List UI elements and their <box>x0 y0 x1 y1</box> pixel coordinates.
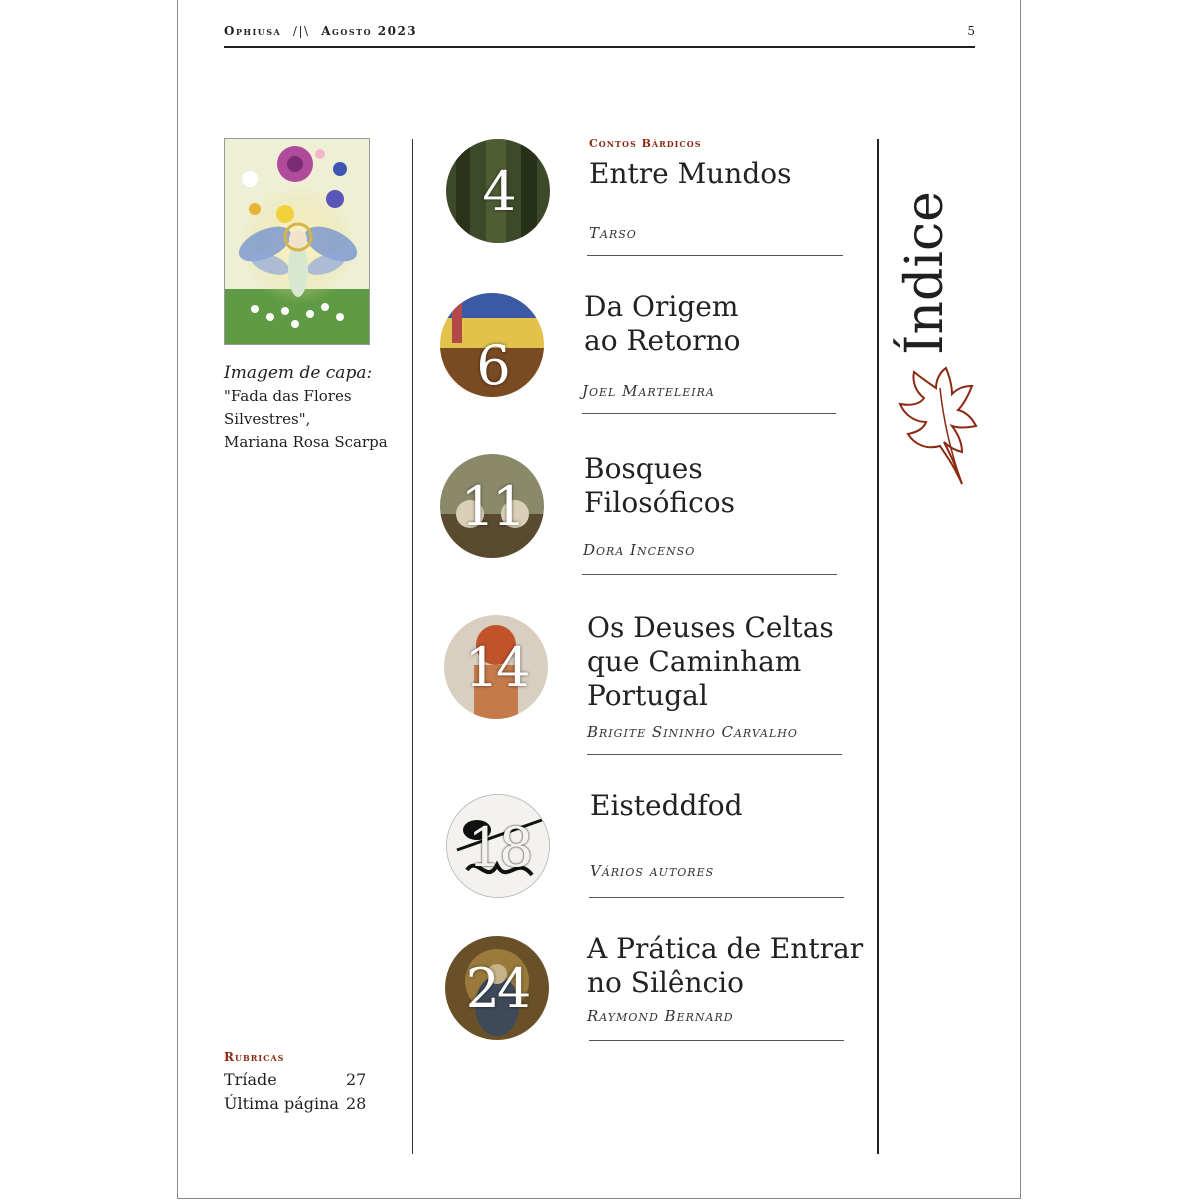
cover-image <box>224 138 370 345</box>
entry-page-number: 6 <box>476 333 508 397</box>
entry-thumbnail[interactable] <box>446 139 550 243</box>
entry-title-line: Filosóficos <box>584 486 736 519</box>
header-title <box>224 24 417 38</box>
entry-thumbnail[interactable] <box>446 794 550 898</box>
rubrica-label: Última página <box>224 1094 339 1113</box>
entry-title-line: Entre Mundos <box>589 157 792 190</box>
entry-author: Dora Incenso <box>583 541 696 559</box>
entry-title-line: que Caminham <box>587 645 802 678</box>
entry-title-line: Os Deuses Celtas <box>587 611 834 644</box>
cover-caption-line3: Mariana Rosa Scarpa <box>224 433 388 451</box>
entry-title[interactable] <box>584 290 741 358</box>
column-divider-left <box>412 139 413 1154</box>
rubrica-page: 27 <box>346 1070 367 1089</box>
rubricas-heading: Rubricas <box>224 1050 285 1064</box>
entry-author: Raymond Bernard <box>587 1007 734 1025</box>
entry-divider <box>589 897 844 898</box>
entry-divider <box>587 754 842 755</box>
entry-author: Brigite Sininho Carvalho <box>587 723 798 741</box>
entry-author: Joel Marteleira <box>582 382 715 400</box>
entry-author: Tarso <box>589 224 637 242</box>
entry-thumbnail[interactable] <box>440 293 544 397</box>
magazine-name: Ophiusa <box>224 24 282 38</box>
entry-divider <box>589 1040 844 1041</box>
entry-title[interactable] <box>587 611 834 713</box>
entry-author: Vários autores <box>590 862 715 880</box>
column-divider-right <box>877 139 879 1154</box>
cover-caption-line1: "Fada das Flores <box>224 387 352 405</box>
entry-divider <box>587 255 843 256</box>
entry-page-number: 18 <box>467 815 531 879</box>
entry-page-number: 24 <box>465 956 529 1020</box>
section-kicker: Contos Bárdicos <box>589 137 702 150</box>
rubrica-item[interactable] <box>224 1094 367 1113</box>
entry-thumbnail[interactable] <box>440 454 544 558</box>
oak-leaf-icon <box>896 366 978 486</box>
running-header <box>224 24 975 48</box>
issue-date: Agosto 2023 <box>321 24 418 38</box>
rubrica-label: Tríade <box>224 1070 277 1089</box>
entry-title-line: Eisteddfod <box>590 789 743 822</box>
entry-page-number: 14 <box>464 635 528 699</box>
entry-title-line: Bosques <box>584 452 703 485</box>
rubrica-page: 28 <box>346 1094 367 1113</box>
entry-title[interactable] <box>589 157 791 191</box>
entry-title[interactable] <box>590 789 743 823</box>
rubrica-item[interactable] <box>224 1070 367 1089</box>
index-title: Índice <box>895 191 955 355</box>
entry-divider <box>582 413 836 414</box>
page-number: 5 <box>967 24 975 38</box>
entry-page-number: 4 <box>482 159 514 223</box>
cover-caption <box>224 362 404 454</box>
entry-thumbnail[interactable] <box>444 615 548 719</box>
cover-caption-lead: Imagem de capa: <box>224 363 373 383</box>
entry-title[interactable] <box>584 452 735 520</box>
entry-title-line: A Prática de Entrar <box>587 932 864 965</box>
entry-title[interactable] <box>587 932 863 1000</box>
entry-title-line: no Silêncio <box>587 966 744 999</box>
header-separator: /|\ <box>292 24 310 38</box>
entry-divider <box>582 574 837 575</box>
cover-caption-line2: Silvestres", <box>224 410 311 428</box>
entry-thumbnail[interactable] <box>445 936 549 1040</box>
entry-title-line: Portugal <box>587 679 708 712</box>
entry-title-line: ao Retorno <box>584 324 741 357</box>
entry-title-line: Da Origem <box>584 290 739 323</box>
entry-page-number: 11 <box>460 474 524 538</box>
